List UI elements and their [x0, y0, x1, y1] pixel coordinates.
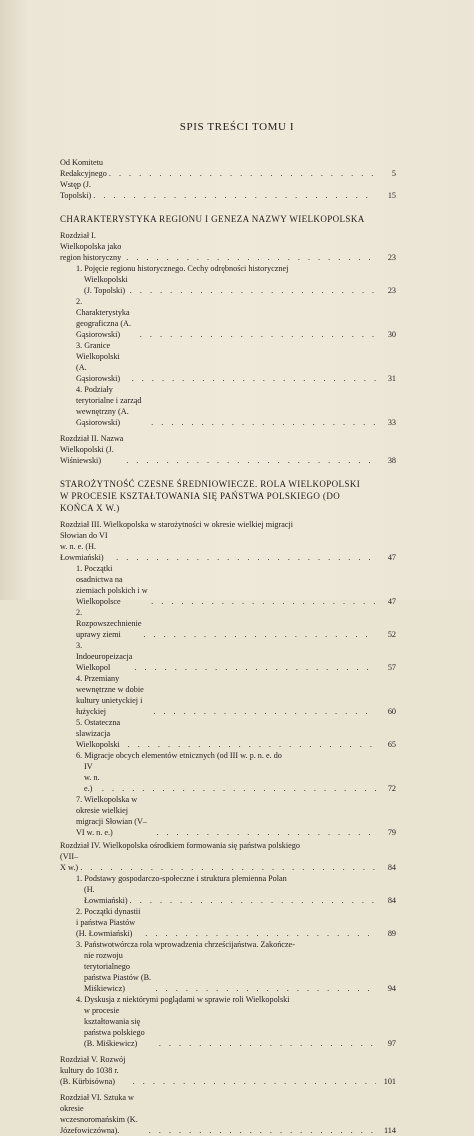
entry-text: 4. Przemiany wewnętrzne w dobie kultury unietyckiej i łużyckiej	[76, 674, 144, 716]
toc-entry-4-4	[60, 1005, 396, 1049]
entry-text: Rozdział V. Rozwój kultury do 1038 r. (B. Kürbisówna)	[60, 1055, 126, 1086]
entry-page: 72	[387, 784, 396, 793]
entry-page: 5	[391, 169, 396, 178]
toc-entry-chapter-3	[60, 530, 396, 563]
entry-text: Słowian do VI w. n. e. (H. Łowmiański)	[60, 531, 108, 562]
section-heading-antiquity	[60, 478, 396, 514]
toc-entry-chapter-3-line1: Rozdział III. Wielkopolska w starożytności w okresie wielkiej migracji	[60, 520, 294, 529]
entry-page: 47	[387, 597, 396, 606]
toc-entry-4-1-line1: 1. Podstawy gospodarczo-społeczne i struktura plemienna Polan	[76, 874, 287, 883]
entry-text: Rozdział VI. Sztuka w okresie wczesnoromańskim (K. Józefowiczówna).	[60, 1093, 138, 1135]
entry-text: 3. Granice Wielkopolski (A. Gąsiorowski)	[76, 341, 121, 383]
toc-entry-3-2	[60, 607, 396, 640]
heading-line: STAROŻYTNOŚĆ CZESNE ŚREDNIOWIECZE. ROLA WIELKOPOLSKI	[60, 479, 361, 489]
entry-text: Wielkopolski (J. Topolski)	[84, 275, 128, 295]
entry-text: (VII–X w.)	[60, 852, 79, 872]
toc-entry-chapter-6	[60, 1092, 396, 1136]
toc-entry-chapter-2	[60, 433, 396, 466]
toc-entry-4-1	[60, 884, 396, 906]
entry-text: IV w. n. e.)	[84, 762, 100, 793]
entry-text: 5. Ostateczna slawizacja Wielkopolski	[76, 718, 121, 749]
entry-page: 65	[387, 740, 396, 749]
entry-text: 4. Podziały terytorialne i zarząd wewnętrzny (A. Gąsiorowski)	[76, 385, 142, 427]
entry-text: 7. Wielkopolska w okresie wielkiej migracji Słowian (V–VI w. n. e.)	[76, 795, 147, 837]
page-title: SPIS TREŚCI TOMU I	[179, 121, 295, 134]
toc-entry-1-1	[60, 274, 396, 296]
entry-text: 3. Indoeuropeizacja Wielkopol	[76, 641, 133, 672]
section-heading-region: CHARAKTERYSTYKA REGIONU I GENEZA NAZWY WIELKOPOLSKA	[60, 214, 365, 224]
entry-page: 33	[387, 418, 396, 427]
entry-page: 23	[387, 286, 396, 295]
toc-entry-chapter-5	[60, 1054, 396, 1087]
entry-page: 52	[387, 630, 396, 639]
table-of-contents	[60, 157, 396, 1136]
toc-entry-4-3-line1: 3. Państwotwórcza rola wprowadzenia chrześcijaństwa. Zakończe-	[76, 940, 295, 949]
toc-entry-3-6-line1: 6. Migracje obcych elementów etnicznych (od III w. p. n. e. do	[76, 751, 282, 760]
heading-line: W PROCESIE KSZTAŁTOWANIA SIĘ PAŃSTWA POLSKIEGO (DO	[60, 491, 341, 501]
toc-entry-committee	[60, 157, 396, 179]
entry-text: nie rozwoju terytorialnego państwa Piastów (B. Miśkiewicz)	[84, 951, 152, 993]
entry-page: 31	[387, 374, 396, 383]
entry-text: Wstęp (J. Topolski)	[60, 180, 92, 200]
entry-page: 84	[387, 896, 396, 905]
toc-entry-3-7	[60, 794, 396, 838]
toc-entry-1-4	[60, 384, 396, 428]
toc-entry-3-4	[60, 673, 396, 717]
entry-text: Rozdział I. Wielkopolska jako region historyczny	[60, 231, 122, 262]
toc-entry-4-4-line1: 4. Dyskusja z niektórymi poglądami w sprawie roli Wielkopolski	[76, 995, 290, 1004]
entry-page: 38	[387, 456, 396, 465]
toc-entry-chapter-4	[60, 851, 396, 873]
toc-entry-intro	[60, 179, 396, 201]
toc-entry-chapter-4-line1: Rozdział IV. Wielkopolska ośrodkiem formowania się państwa polskiego	[60, 841, 300, 850]
heading-line: KOŃCA X W.)	[60, 503, 120, 513]
entry-page: 79	[387, 828, 396, 837]
toc-entry-3-6	[60, 761, 396, 794]
toc-entry-chapter-1	[60, 230, 396, 263]
toc-entry-1-2	[60, 296, 396, 340]
entry-text: w procesie kształtowania się państwa polskiego (B. Miśkiewicz)	[84, 1006, 145, 1048]
entry-text: (H. Łowmiański)	[84, 885, 128, 905]
entry-page: 23	[387, 253, 396, 262]
entry-text: 2. Charakterystyka geograficzna (A. Gąsiorowski)	[76, 297, 132, 339]
toc-entry-3-1	[60, 563, 396, 607]
entry-text: 2. Początki dynastii i państwa Piastów (H. Łowmiański)	[76, 907, 141, 938]
entry-page: 15	[387, 191, 396, 200]
entry-page: 57	[387, 663, 396, 672]
entry-page: 101	[383, 1077, 396, 1086]
toc-entry-1-1-line1: 1. Pojęcie regionu historycznego. Cechy odrębności historycznej	[76, 264, 289, 273]
toc-entry-3-5	[60, 717, 396, 750]
entry-text: 2. Rozpowszechnienie uprawy ziemi	[76, 608, 142, 639]
entry-page: 84	[387, 863, 396, 872]
toc-entry-4-2	[60, 906, 396, 939]
entry-text: 1. Początki osadnictwa na ziemiach polskich i w Wielkopolsce	[76, 564, 148, 606]
entry-page: 89	[387, 929, 396, 938]
toc-entry-4-3	[60, 950, 396, 994]
entry-page: 97	[387, 1039, 396, 1048]
entry-page: 94	[387, 984, 396, 993]
entry-page: 30	[387, 330, 396, 339]
entry-text: Od Komitetu Redakcyjnego	[60, 158, 107, 178]
entry-page: 47	[387, 553, 396, 562]
entry-page: 60	[387, 707, 396, 716]
entry-page: 114	[384, 1126, 396, 1135]
entry-text: Rozdział II. Nazwa Wielkopolski (J. Wiśniewski)	[60, 434, 124, 465]
toc-entry-3-3	[60, 640, 396, 673]
toc-entry-1-3	[60, 340, 396, 384]
